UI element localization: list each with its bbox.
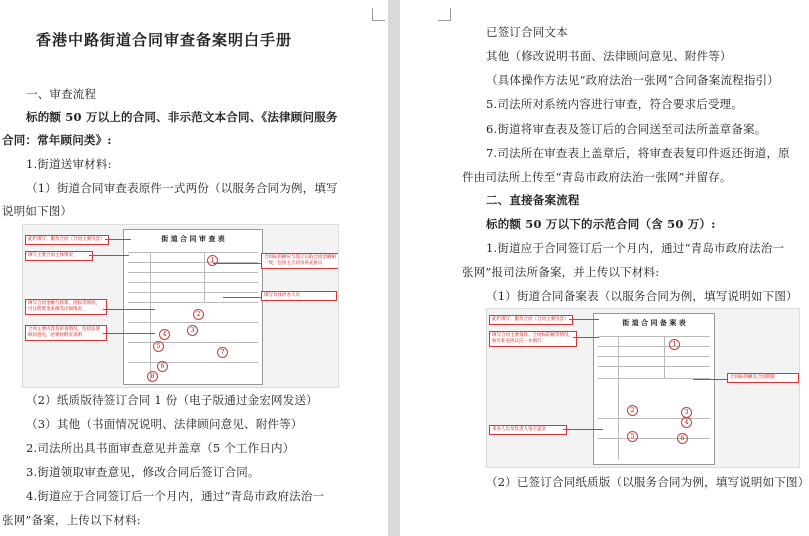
item-7-line-1: 7.司法所在审查表上盖章后，将审查表复印件返还街道，原 [486, 146, 790, 160]
callout-amount: 合同标的额应与签订后的合同金额相一致，包括主合同及补充协议 [261, 253, 339, 269]
marker-6: 6 [157, 361, 168, 372]
crop-mark [438, 8, 451, 21]
callout-staff: 填写具体经办人员 [261, 291, 337, 301]
item-4-line-2: 张网”备案，上传以下材料: [2, 513, 141, 527]
filing-callout-contract-name: 此栏填写：服务合同（合同主要内容） [489, 315, 573, 325]
filing-marker-2: 2 [627, 405, 638, 416]
review-form-image [123, 229, 263, 385]
callout-content: 合同主要内容及审查情况，包括法律顾问意见，必要时附页说明 [25, 325, 107, 341]
item-5: 5.司法所对系统内容进行审查，符合要求后受理。 [486, 97, 744, 111]
item-4-line-1: 4.街道应于合同签订后一个月内，通过“青岛市政府法治一 [26, 489, 325, 503]
callout-contract-party: 填写主要合同主体情况 [25, 251, 93, 261]
item-1a-line-1: （1）街道合同审查表原件一式两份（以服务合同为例，填写 [26, 181, 338, 195]
left-page [0, 0, 388, 536]
operation-guide-note: （具体操作方法见“政府法治一张网”合同备案流程指引） [486, 73, 779, 87]
item-1b: （2）纸质版待签订合同 1 份（电子版通过金宏网发送） [26, 393, 318, 407]
item-6: 6.街道将审查表及签订后的合同送至司法所盖章备案。 [486, 122, 767, 136]
filing-marker-3: 3 [681, 407, 692, 418]
marker-4: 4 [159, 329, 170, 340]
material-signed-text: 已签订合同文本 [486, 25, 568, 39]
review-form-title: 街 道 合 同 审 查 表 [161, 234, 225, 243]
bold-threshold-line: 标的额 50 万以下的示范合同（含 50 万）: [486, 217, 716, 231]
section-heading-direct-filing: 二、直接备案流程 [486, 193, 580, 207]
filing-form-sample-figure [486, 308, 800, 468]
filing-callout-amount: 合同标的额及合同期限 [727, 373, 799, 383]
direct-item-1b: （2）已签订合同纸质版（以服务合同为例，填写说明如下图） [486, 475, 809, 489]
item-1c: （3）其他（书面情况说明、法律顾问意见、附件等） [26, 417, 303, 431]
item-2: 2.司法所出具书面审查意见并盖章（5 个工作日内） [26, 441, 295, 455]
crop-mark [372, 8, 385, 21]
direct-item-1a: （1）街道合同备案表（以服务合同为例，填写说明如下图） [486, 289, 798, 303]
bold-criteria-line-1: 标的额 50 万以上的合同、非示范文本合同、《法律顾问服务 [26, 110, 338, 124]
material-other: 其他（修改说明书面、法律顾问意见、附件等） [486, 49, 732, 63]
review-form-sample-figure [22, 224, 339, 388]
direct-item-1-line-2: 张网”报司法所备案，并上传以下材料: [462, 265, 660, 279]
marker-3: 3 [187, 325, 198, 336]
marker-1: 1 [207, 255, 218, 266]
section-heading-review: 一、审查流程 [26, 87, 97, 101]
callout-budget: 填写合同金额与预算、招标等情况，可注明资金来源等详细情况 [25, 299, 107, 315]
direct-item-1-line-1: 1.街道应于合同签订后一个月内，通过“青岛市政府法治一 [486, 241, 785, 255]
right-page [400, 0, 809, 536]
page-gap [388, 0, 400, 536]
bold-criteria-line-2: 合同：常年顾问类》: [2, 133, 112, 147]
marker-5: 5 [153, 341, 164, 352]
item-1: 1.街道送审材料: [26, 157, 112, 171]
filing-marker-6: 6 [677, 433, 688, 444]
document-title: 香港中路街道合同审查备案明白手册 [36, 31, 293, 49]
filing-marker-1: 1 [669, 339, 680, 350]
filing-callout-main-terms: 填写合同主要条款、合同标的额等情况，如有补充协议应一并填写 [489, 331, 577, 347]
item-3: 3.街道领取审查意见，修改合同后签订合同。 [26, 465, 260, 479]
item-7-line-2: 件由司法所上传至“青岛市政府法治一张网”并留存。 [462, 170, 732, 184]
marker-8: 8 [147, 371, 158, 382]
filing-callout-signatures: 承办人员及负责人签字盖章 [489, 425, 567, 435]
marker-2: 2 [193, 309, 204, 320]
callout-contract-name: 此栏填写：服务合同（合同主要内容） [25, 235, 109, 245]
item-1a-line-2: 说明如下图） [2, 204, 73, 218]
filing-marker-5: 5 [627, 431, 638, 442]
marker-7: 7 [217, 347, 228, 358]
filing-form-title: 街 道 合 同 备 案 表 [622, 318, 686, 327]
filing-form-image [593, 313, 715, 465]
filing-marker-4: 4 [681, 417, 692, 428]
